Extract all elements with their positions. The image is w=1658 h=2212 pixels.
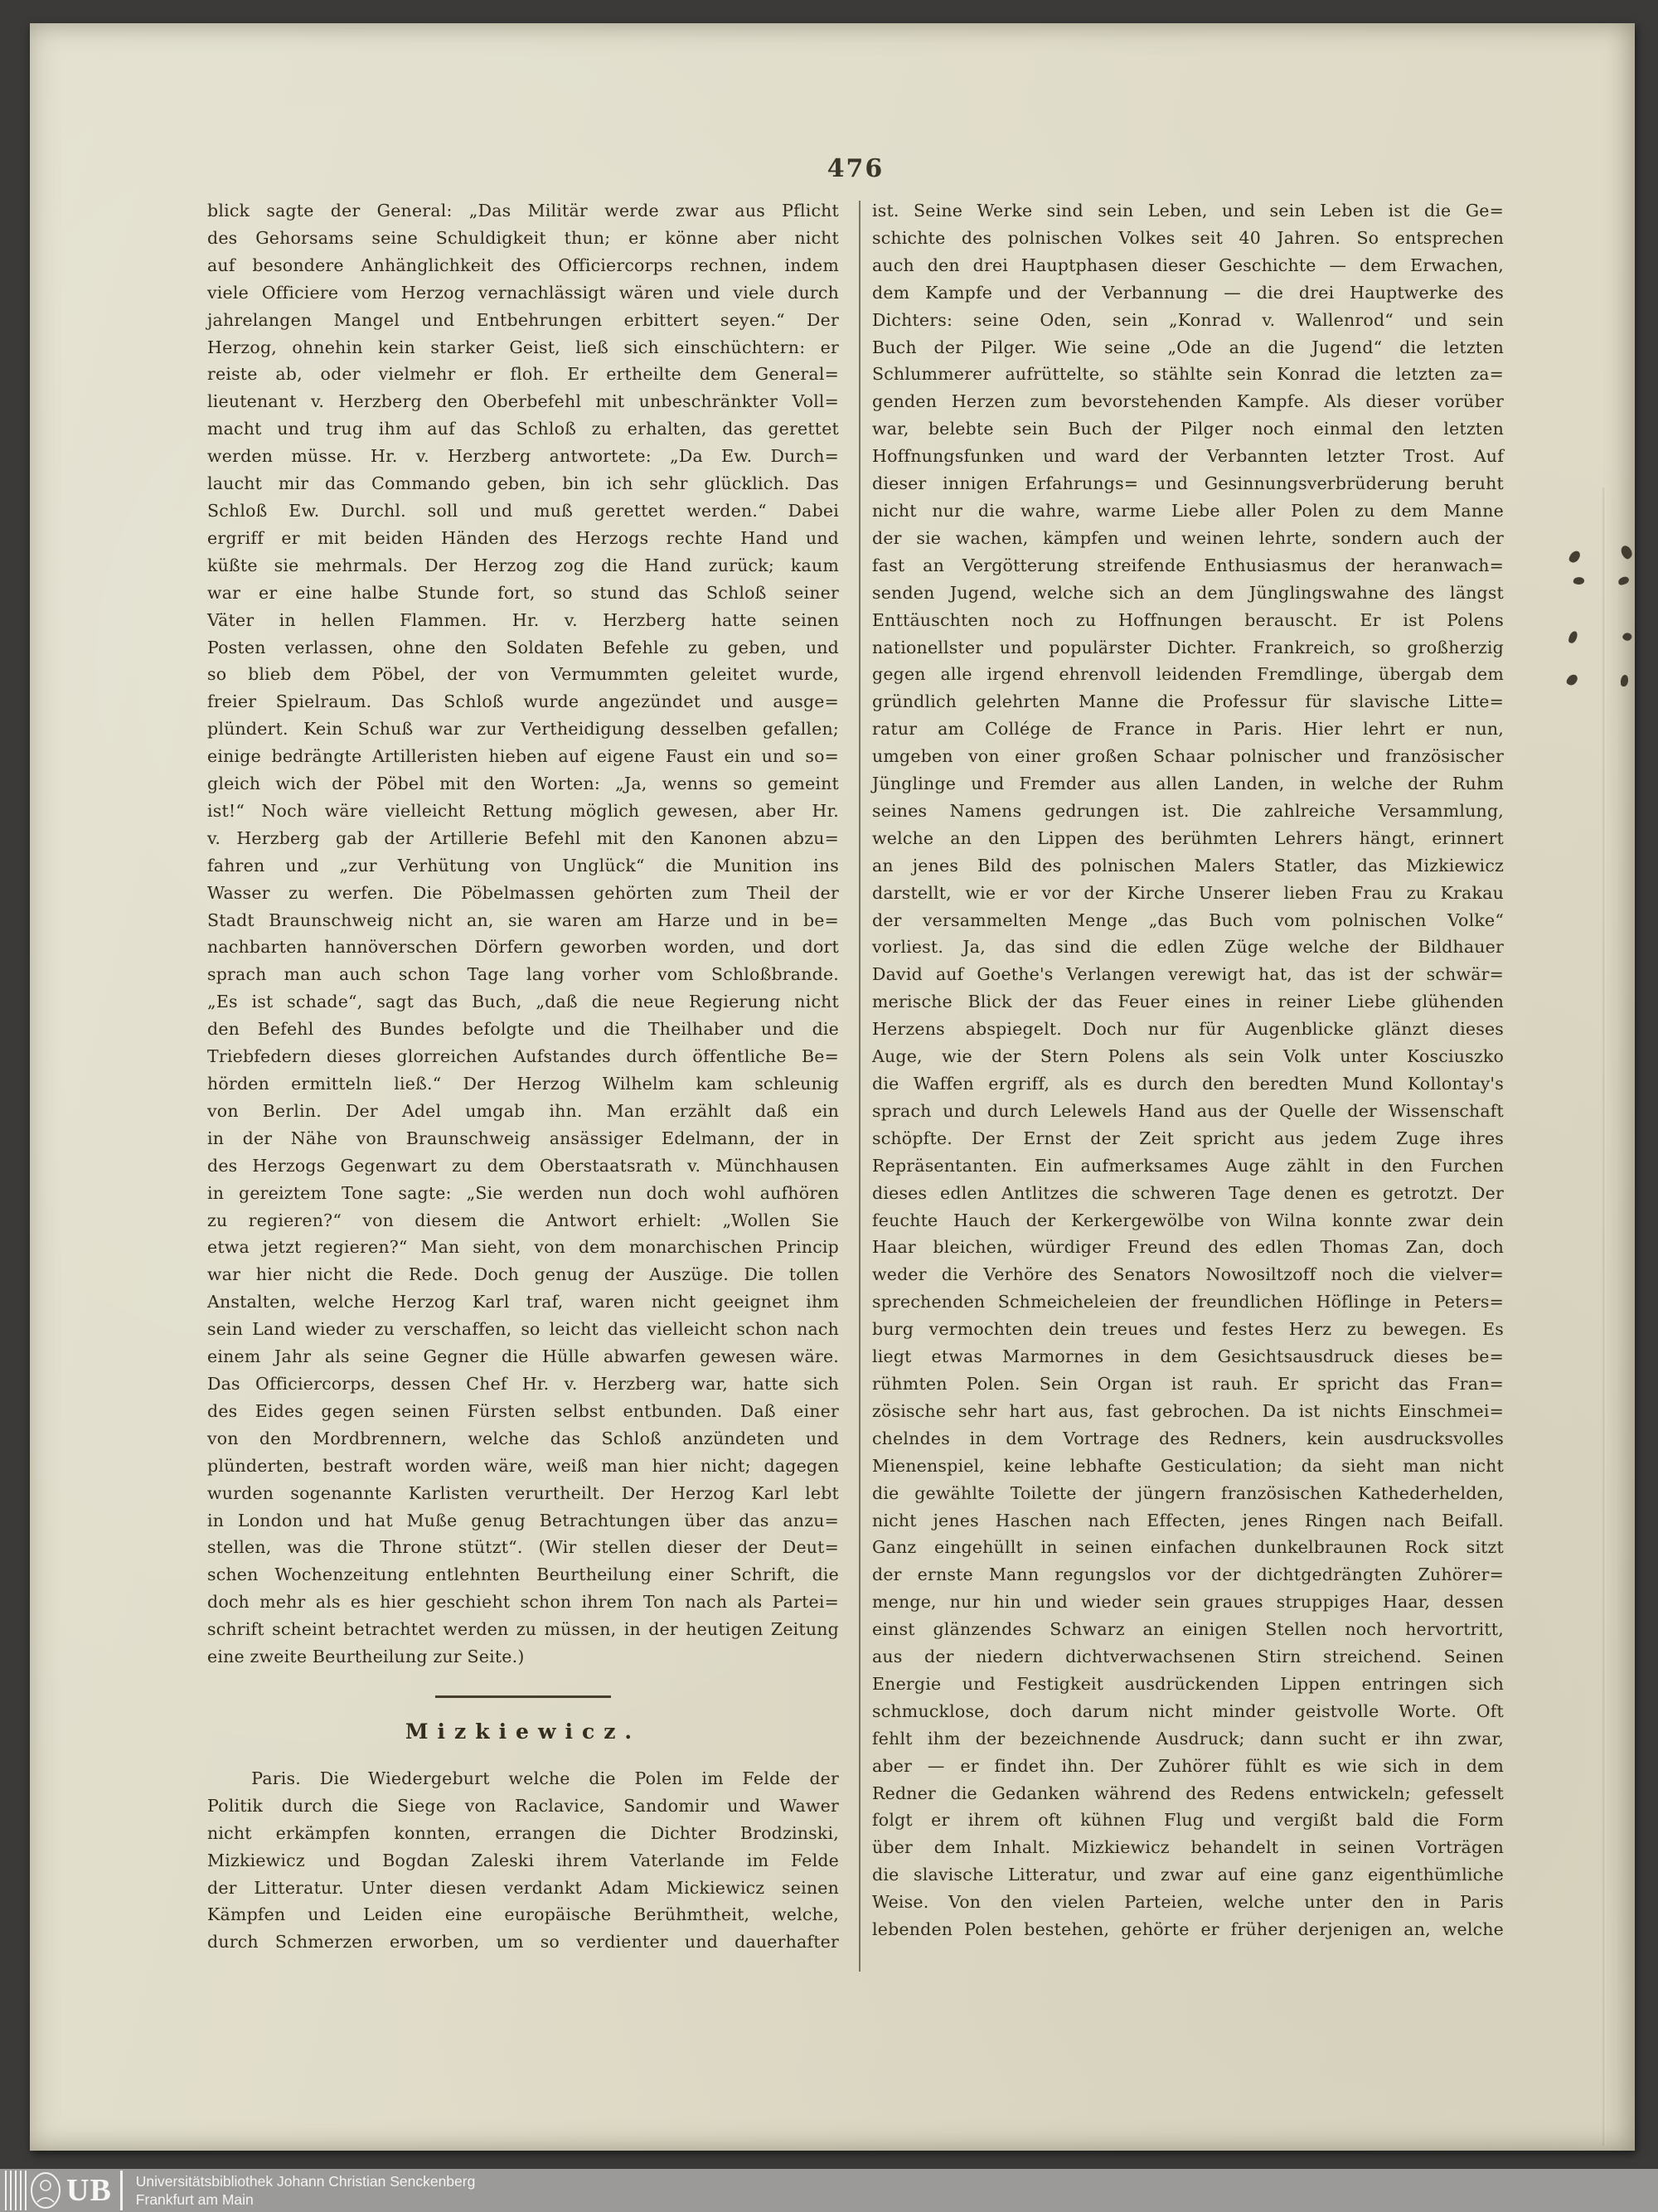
text-line: schöpfte. Der Ernst der Zeit spricht aus jedem Zuge ihres	[872, 1128, 1504, 1148]
text-line: Paris. Die Wiedergeburt welche die Polen im Felde der	[251, 1768, 839, 1788]
text-line: dem Kampfe und der Verbannung — die drei Hauptwerke des	[872, 282, 1504, 303]
text-line: nicht erkämpfen konnten, errangen die Dichter Brodzinski,	[207, 1822, 839, 1843]
text-line: von den Mordbrennern, welche das Schloß anzündeten und	[207, 1428, 839, 1448]
text-line: Schlummerer aufrüttelte, so stählte sein Konrad die letzten za=	[872, 364, 1504, 385]
mizkiewicz-article	[207, 1765, 839, 1956]
text-line: nationellster und populärster Dichter. Frankreich, so großherzig	[872, 637, 1504, 657]
ink-mark	[1565, 672, 1579, 687]
section-divider-rule	[435, 1695, 611, 1698]
text-line: ist!“ Noch wäre vielleicht Rettung möglich gewesen, aber Hr.	[207, 800, 839, 821]
text-line: einem Jahr als seine Gegner die Hülle abwarfen gewesen wäre.	[207, 1346, 839, 1367]
text-line: Herzens abspiegelt. Doch nur für Augenblicke glänzt dieses	[872, 1019, 1504, 1040]
text-line: auf besondere Anhänglichkeit des Officiercorps rechnen, indem	[207, 255, 839, 275]
text-line: der sie wachen, kämpfen und weinen lehrte, sondern auch der	[872, 527, 1504, 548]
library-footer-bar	[0, 2169, 1658, 2212]
text-line: Repräsentanten. Ein aufmerksames Auge zählt in den Furchen	[872, 1155, 1504, 1176]
paper-crease	[1602, 488, 1607, 2146]
text-line: Kämpfen und Leiden eine europäische Berühmtheit, welche,	[207, 1904, 839, 1925]
text-line: sprach man auch schon Tage lang vorher vom Schloßbrande.	[207, 964, 839, 985]
library-city: Frankfurt am Main	[135, 2191, 254, 2208]
text-line: Väter in hellen Flammen. Hr. v. Herzberg hatte seinen	[207, 609, 839, 630]
text-line: fahren und „zur Verhütung von Unglück“ die Munition ins	[207, 855, 839, 876]
text-line: blick sagte der General: „Das Militär werde zwar aus Pflicht	[207, 201, 839, 221]
logo-stripes-icon	[5, 2171, 27, 2210]
text-line: Redner die Gedanken während des Redens entwickeln; gefesselt	[872, 1783, 1504, 1803]
text-line: macht und trug ihm auf das Schloß zu erhalten, das gerettet	[207, 419, 839, 439]
text-line: Hoffnungsfunken und ward der Verbannten letzter Trost. Auf	[872, 446, 1504, 467]
text-line: fast an Vergötterung streifende Enthusiasmus der heranwach=	[872, 555, 1504, 575]
text-line: in London und hat Muße genug Betrachtungen über das anzu=	[207, 1510, 839, 1530]
text-line: küßte sie mehrmals. Der Herzog zog die Hand zurück; kaum	[207, 555, 839, 575]
text-line: fehlt ihm der bezeichnende Ausdruck; dann sucht er ihn zwar,	[872, 1728, 1504, 1749]
text-line: die Waffen ergriff, als es durch den beredten Mund Kollontay's	[872, 1074, 1504, 1094]
text-line: die slavische Litteratur, und zwar auf eine ganz eigenthümliche	[872, 1865, 1504, 1885]
text-line: hörden ermitteln ließ.“ Der Herzog Wilhelm kam schleunig	[207, 1074, 839, 1094]
text-line: nicht nur die wahre, warme Liebe aller Polen zu dem Manne	[872, 500, 1504, 521]
text-line: stellen, was die Throne stützt“. (Wir stellen dieser der Deut=	[207, 1537, 839, 1558]
text-line: ratur am Collége de France in Paris. Hier lehrt er nun,	[872, 719, 1504, 740]
text-line: Das Officiercorps, dessen Chef Hr. v. Herzberg war, hatte sich	[207, 1373, 839, 1394]
text-line: Schloß Ew. Durchl. soll und muß gerettet werden.“ Dabei	[207, 500, 839, 521]
text-line: nicht jenes Haschen nach Effecten, jenes Ringen nach Beifall.	[872, 1510, 1504, 1530]
text-line: v. Herzberg gab der Artillerie Befehl mit den Kanonen abzu=	[207, 827, 839, 848]
text-line: Weise. Von den vielen Parteien, welche unter den in Paris	[872, 1892, 1504, 1913]
text-line: Mizkiewicz und Bogdan Zaleski ihrem Vaterlande im Felde	[207, 1850, 839, 1870]
text-line: plündert. Kein Schuß war zur Vertheidigung desselben gefallen;	[207, 719, 839, 740]
text-line: Posten verlassen, ohne den Soldaten Befehle zu geben, und	[207, 637, 839, 657]
text-line: Energie und Festigkeit ausdrückenden Lippen entringen sich	[872, 1673, 1504, 1694]
text-line: David auf Goethe's Verlangen verewigt hat, das ist der schwär=	[872, 964, 1504, 985]
text-line: sprach und durch Lelewels Hand aus der Quelle der Wissenschaft	[872, 1100, 1504, 1121]
library-name-block	[136, 2172, 476, 2209]
text-line: ergriff er mit beiden Händen des Herzogs rechte Hand und	[207, 527, 839, 548]
text-line: Haar bleichen, würdiger Freund des edlen Thomas Zan, doch	[872, 1237, 1504, 1258]
text-line: etwa jetzt regieren?“ Man sieht, von dem monarchischen Princip	[207, 1237, 839, 1258]
text-line: war er eine halbe Stunde fort, so stund das Schloß seiner	[207, 582, 839, 603]
text-line: chelndes in dem Vortrage des Redners, kein ausdrucksvolles	[872, 1428, 1504, 1448]
text-line: Buch der Pilger. Wie seine „Ode an die Jugend“ die letzten	[872, 337, 1504, 357]
text-line: viele Officiere vom Herzog vernachlässigt wären und viele durch	[207, 282, 839, 303]
text-line: des Gehorsams seine Schuldigkeit thun; er könne aber nicht	[207, 227, 839, 248]
text-line: schrift scheint betrachtet werden zu müssen, in der heutigen Zeitung	[207, 1619, 839, 1640]
text-line: des Eides gegen seinen Fürsten selbst entbunden. Daß einer	[207, 1400, 839, 1421]
text-line: wurden sogenannte Karlisten verurtheilt. Der Herzog Karl lebt	[207, 1482, 839, 1503]
text-line: „Es ist schade“, sagt das Buch, „daß die neue Regierung nicht	[207, 992, 839, 1012]
text-line: einige bedrängte Artilleristen hieben auf eigene Faust ein und so=	[207, 746, 839, 767]
ink-mark	[1618, 544, 1634, 560]
text-line: über dem Inhalt. Mizkiewicz behandelt in seinen Vorträgen	[872, 1837, 1504, 1858]
text-line: an jenes Bild des polnischen Malers Statler, das Mizkiewicz	[872, 855, 1504, 876]
text-line: in der Nähe von Braunschweig ansässiger Edelmann, der in	[207, 1128, 839, 1148]
text-line: in gereiztem Tone sagte: „Sie werden nun doch wohl aufhören	[207, 1182, 839, 1203]
text-line: Herzog, ohnehin kein starker Geist, ließ sich einschüchtern: er	[207, 337, 839, 357]
text-line: dieser innigen Erfahrungs= und Gesinnungsverbrüderung beruht	[872, 473, 1504, 494]
text-line: burg vermochten dein treues und festes Herz zu bewegen. Es	[872, 1319, 1504, 1340]
text-line: zu regieren?“ von diesem die Antwort erhielt: „Wollen Sie	[207, 1210, 839, 1230]
text-line: schmucklose, doch darum nicht minder geistvolle Worte. Oft	[872, 1700, 1504, 1721]
text-line: der versammelten Menge „das Buch vom polnischen Volke“	[872, 910, 1504, 930]
text-line: ist. Seine Werke sind sein Leben, und sein Leben ist die Ge=	[872, 201, 1504, 221]
library-name: Universitätsbibliothek Johann Christian Senckenberg	[135, 2173, 476, 2190]
text-line: auch den drei Hauptphasen dieser Geschichte — dem Erwachen,	[872, 255, 1504, 275]
text-line: Anstalten, welche Herzog Karl traf, waren nicht geeignet ihm	[207, 1292, 839, 1312]
text-line: darstellt, wie er vor der Kirche Unserer lieben Frau zu Krakau	[872, 882, 1504, 903]
text-line: des Herzogs Gegenwart zu dem Oberstaatsrath v. Münchhausen	[207, 1155, 839, 1176]
text-line: gegen alle irgend ehrenvoll leidenden Fremdlinge, übergab dem	[872, 664, 1504, 685]
text-line: lebenden Polen bestehen, gehörte er früher derjenigen an, welche	[872, 1919, 1504, 1940]
text-line: Mienenspiel, keine lebhafte Gesticulation; da sieht man nicht	[872, 1455, 1504, 1476]
text-line: eine zweite Beurtheilung zur Seite.)	[207, 1647, 525, 1667]
ink-mark	[1622, 631, 1633, 643]
ub-logo-text: UB	[65, 2171, 123, 2210]
text-line: reiste ab, oder vielmehr er floh. Er ertheilte dem General=	[207, 364, 839, 385]
text-line: jahrelangen Mangel und Entbehrungen erbittert seyen.“ Der	[207, 309, 839, 330]
text-line: der ernste Mann regungslos vor der dichtgedrängten Zuhörer=	[872, 1564, 1504, 1585]
text-line: den Befehl des Bundes befolgte und die Theilhaber und die	[207, 1019, 839, 1040]
right-column	[872, 197, 1504, 1943]
text-line: der Litteratur. Unter diesen verdankt Adam Mickiewicz seinen	[207, 1877, 839, 1898]
text-line: gründlich gelehrten Manne die Professur für slavische Litte=	[872, 691, 1504, 712]
text-line: von Berlin. Der Adel umgab ihn. Man erzählt daß ein	[207, 1100, 839, 1121]
text-line: werden müsse. Hr. v. Herzberg antwortete: „Da Ew. Durch=	[207, 446, 839, 467]
text-line: seines Namens gedrungen ist. Die zahlreiche Versammlung,	[872, 800, 1504, 821]
text-line: laucht mir das Commando geben, bin ich sehr glücklich. Das	[207, 473, 839, 494]
text-line: sein Land wieder zu verschaffen, so leicht das vielleicht schon nach	[207, 1319, 839, 1340]
text-line: genden Herzen zum bevorstehenden Kampfe. Als dieser vorüber	[872, 391, 1504, 412]
text-line: zösische sehr hart aus, fast gebrochen. Da ist nichts Einschmei=	[872, 1400, 1504, 1421]
text-line: Stadt Braunschweig nicht an, sie waren am Harze und in be=	[207, 910, 839, 930]
text-line: menge, nur hin und wieder sein graues struppiges Haar, dessen	[872, 1592, 1504, 1613]
text-line: war hier nicht die Rede. Doch genug der Auszüge. Die tollen	[207, 1264, 839, 1285]
article-continuation	[872, 197, 1504, 1943]
column-divider-rule	[859, 201, 861, 1972]
ink-mark	[1617, 576, 1630, 586]
text-line: einst glänzendes Schwarz an einigen Stellen noch hervortritt,	[872, 1619, 1504, 1640]
text-line: aus der niedern dichtverwachsenen Stirn streichend. Seinen	[872, 1647, 1504, 1667]
text-line: weder die Verhöre des Senators Nowosiltzoff noch die vielver=	[872, 1264, 1504, 1285]
text-line: Politik durch die Siege von Raclavice, Sandomir und Wawer	[207, 1795, 839, 1816]
ink-mark	[1568, 630, 1578, 644]
text-line: sprechenden Schmeicheleien der freundlichen Höflinge in Peters=	[872, 1292, 1504, 1312]
text-line: vorliest. Ja, das sind die edlen Züge welche der Bildhauer	[872, 937, 1504, 958]
portrait-icon	[27, 2171, 65, 2210]
text-line: folgt er ihrem oft kühnen Flug und vergißt bald die Form	[872, 1810, 1504, 1831]
ink-mark	[1573, 576, 1584, 585]
section-heading: Mizkiewicz.	[405, 1719, 642, 1744]
text-line: Ganz eingehüllt in seinen einfachen dunkelbraunen Rock sitzt	[872, 1537, 1504, 1558]
text-line: senden Jugend, welche sich an dem Jünglingswahne des längst	[872, 582, 1504, 603]
scanned-paper-sheet	[30, 23, 1635, 2151]
text-line: dieses edlen Antlitzes die schweren Tage denen es getrotzt. Der	[872, 1182, 1504, 1203]
text-line: schichte des polnischen Volkes seit 40 Jahren. So entsprechen	[872, 227, 1504, 248]
ink-mark	[1568, 549, 1581, 564]
text-line: merische Blick der das Feuer eines in reiner Liebe glühenden	[872, 992, 1504, 1012]
text-line: liegt etwas Marmornes in dem Gesichtsausdruck dieses be=	[872, 1346, 1504, 1367]
text-line: doch mehr als es hier geschieht schon ihrem Ton nach als Partei=	[207, 1592, 839, 1613]
text-line: Auge, wie der Stern Polens als sein Volk unter Kosciuszko	[872, 1046, 1504, 1067]
text-line: Triebfedern dieses glorreichen Aufstandes durch öffentliche Be=	[207, 1046, 839, 1067]
text-line: plünderten, bestraft worden wäre, weiß man hier nicht; dagegen	[207, 1455, 839, 1476]
text-line: Wasser zu werfen. Die Pöbelmassen gehörten zum Theil der	[207, 882, 839, 903]
text-line: welche an den Lippen des berühmten Lehrers hängt, erinnert	[872, 827, 1504, 848]
text-line: rühmten Polen. Sein Organ ist rauh. Er spricht das Fran=	[872, 1373, 1504, 1394]
text-line: feuchte Hauch der Kerkergewölbe von Wilna konnte zwar dein	[872, 1210, 1504, 1230]
left-column	[207, 197, 839, 1956]
text-line: durch Schmerzen erworben, um so verdienter und dauerhafter	[207, 1932, 839, 1952]
article-continuation	[207, 197, 839, 1671]
text-line: war, belebte sein Buch der Pilger noch einmal den letzten	[872, 419, 1504, 439]
text-line: die gewählte Toilette der jüngern französischen Kathederhelden,	[872, 1482, 1504, 1503]
ub-logo	[5, 2169, 136, 2212]
text-line: freier Spielraum. Das Schloß wurde angezündet und ausge=	[207, 691, 839, 712]
text-line: umgeben von einer großen Schaar polnischer und französischer	[872, 746, 1504, 767]
page-number: 476	[827, 154, 885, 183]
text-line: Dichters: seine Oden, sein „Konrad v. Wallenrod“ und sein	[872, 309, 1504, 330]
text-line: gleich wich der Pöbel mit den Worten: „Ja, wenns so gemeint	[207, 774, 839, 794]
text-line: Enttäuschten noch zu Hoffnungen berauscht. Er ist Polens	[872, 609, 1504, 630]
text-line: aber — er findet ihn. Der Zuhörer fühlt es wie sich in dem	[872, 1755, 1504, 1776]
text-line: so blieb dem Pöbel, der von Vermummten geleitet wurde,	[207, 664, 839, 685]
text-line: lieutenant v. Herzberg den Oberbefehl mit unbeschränkter Voll=	[207, 391, 839, 412]
ink-mark	[1621, 675, 1628, 686]
text-line: Jünglinge und Fremder aus allen Landen, in welche der Ruhm	[872, 774, 1504, 794]
text-line: nachbarten hannöverschen Dörfern geworben worden, und dort	[207, 937, 839, 958]
text-line: schen Wochenzeitung entlehnten Beurtheilung einer Schrift, die	[207, 1564, 839, 1585]
